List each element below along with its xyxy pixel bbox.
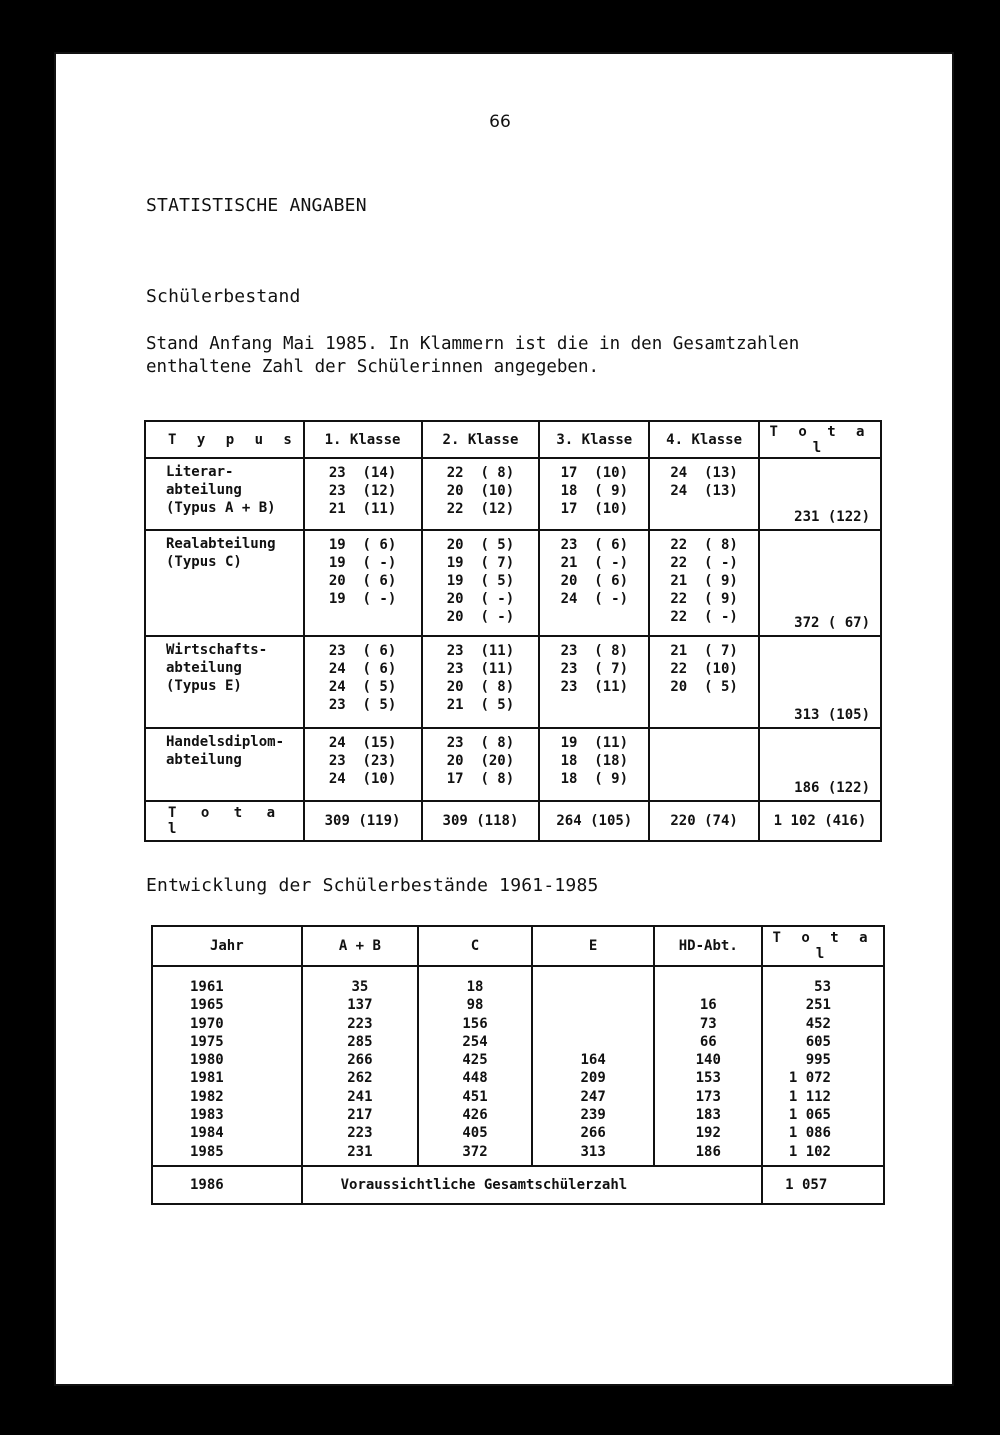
cell-c: 156 <box>462 1015 488 1032</box>
table2-header-row <box>152 926 884 966</box>
schuelerbestand-table <box>144 420 882 842</box>
cell-c: 18 <box>466 979 484 995</box>
cell-e <box>533 1033 654 1051</box>
row-label-wirtschaft: Wirtschafts- abteilung (Typus E) <box>145 636 304 728</box>
subheading-entwicklung: Entwicklung der Schülerbestände 1961-1985 <box>146 875 599 896</box>
cell-k1: 24 (15) 23 (23) 24 (10) <box>328 735 397 787</box>
section-heading: STATISTISCHE ANGABEN <box>146 195 367 216</box>
scan-border-bottom <box>0 1386 1000 1435</box>
cell-jahr: 1975 <box>190 1033 224 1050</box>
cell-total: 1 072 <box>788 1070 831 1087</box>
cell-jahr: 1980 <box>190 1052 224 1069</box>
forecast-label: Voraussichtliche Gesamtschülerzahl <box>302 1166 763 1204</box>
cell-ab: 241 <box>347 1088 373 1105</box>
cell-total: 995 <box>805 1052 831 1069</box>
header-total: T o t a l <box>762 926 884 966</box>
cell-ab: 262 <box>347 1070 373 1087</box>
cell-jahr: 1982 <box>190 1088 224 1105</box>
cell-k1: 23 ( 6) 24 ( 6) 24 ( 5) 23 ( 5) <box>328 643 397 713</box>
cell-total: 186 (122) <box>759 728 881 801</box>
cell-total: 372 ( 67) <box>759 530 881 636</box>
row-label-literar: Literar- abteilung (Typus A + B) <box>145 458 304 530</box>
cell-k3: 23 ( 6) 21 ( -) 20 ( 6) 24 ( -) <box>560 537 629 607</box>
cell-total: 452 <box>805 1015 831 1032</box>
forecast-total: 1 057 <box>762 1166 884 1204</box>
cell-total: 251 <box>805 997 831 1014</box>
column-total <box>762 966 884 1166</box>
cell-c: 451 <box>462 1088 488 1105</box>
scan-border-left <box>0 0 54 1435</box>
intro-line-1: Stand Anfang Mai 1985. In Klammern ist die in den Gesamtzahlen <box>146 334 800 354</box>
cell-hd: 192 <box>695 1125 721 1142</box>
cell-ab: 231 <box>347 1143 373 1160</box>
header-klasse-2: 2. Klasse <box>422 421 540 458</box>
row-label-real: Realabteilung (Typus C) <box>145 530 304 636</box>
cell-e: 209 <box>580 1070 606 1087</box>
cell-c: 426 <box>462 1107 488 1124</box>
cell-c: 425 <box>462 1052 488 1069</box>
forecast-year: 1986 <box>152 1166 302 1204</box>
total-k4: 220 (74) <box>649 801 759 841</box>
header-klasse-3: 3. Klasse <box>539 421 649 458</box>
cell-ab: 35 <box>351 979 369 995</box>
row-label-handelsdiplom: Handelsdiplom- abteilung <box>145 728 304 801</box>
cell-k1: 19 ( 6) 19 ( -) 20 ( 6) 19 ( -) <box>328 537 397 607</box>
cell-e: 313 <box>580 1143 606 1160</box>
cell-hd: 183 <box>695 1107 721 1124</box>
cell-c: 372 <box>462 1143 488 1160</box>
cell-jahr: 1981 <box>190 1070 224 1087</box>
cell-e: 164 <box>580 1052 606 1069</box>
cell-hd: 173 <box>695 1088 721 1105</box>
total-k1: 309 (119) <box>304 801 422 841</box>
cell-ab: 217 <box>347 1107 373 1124</box>
subheading-schuelerbestand: Schülerbestand <box>146 286 301 307</box>
column-e <box>532 966 655 1166</box>
table1-header-row <box>145 421 881 458</box>
cell-jahr: 1985 <box>190 1143 224 1160</box>
scan-border-top <box>0 0 1000 52</box>
cell-jahr: 1984 <box>190 1125 224 1142</box>
page-number: 66 <box>489 112 511 132</box>
cell-c: 405 <box>462 1125 488 1142</box>
total-k2: 309 (118) <box>422 801 540 841</box>
cell-jahr: 1970 <box>190 1015 224 1032</box>
table2-forecast-row <box>152 1166 884 1204</box>
cell-k4: 24 (13) 24 (13) <box>670 465 738 499</box>
cell-hd: 66 <box>699 1033 717 1050</box>
header-total: T o t a l <box>759 421 881 458</box>
cell-c: 254 <box>462 1033 488 1050</box>
cell-c: 98 <box>466 997 484 1014</box>
total-k3: 264 (105) <box>539 801 649 841</box>
cell-hd: 16 <box>699 997 717 1014</box>
cell-ab: 137 <box>347 997 373 1014</box>
cell-k4: 22 ( 8) 22 ( -) 21 ( 9) 22 ( 9) 22 ( -) <box>670 537 738 625</box>
cell-jahr: 1965 <box>190 997 224 1014</box>
header-hd: HD-Abt. <box>654 926 762 966</box>
cell-hd: 140 <box>695 1052 721 1069</box>
cell-total: 231 (122) <box>759 458 881 530</box>
table2-body-row <box>152 966 884 1166</box>
cell-e: 247 <box>580 1088 606 1105</box>
table-row <box>145 636 881 728</box>
column-jahr <box>152 966 302 1166</box>
header-ab: A + B <box>302 926 419 966</box>
cell-hd: 153 <box>695 1070 721 1087</box>
cell-ab: 266 <box>347 1052 373 1069</box>
cell-e <box>533 1015 654 1033</box>
cell-ab: 223 <box>347 1125 373 1142</box>
column-ab <box>302 966 419 1166</box>
scan-border-right <box>954 0 1000 1435</box>
cell-ab: 285 <box>347 1033 373 1050</box>
column-c <box>418 966 532 1166</box>
total-all: 1 102 (416) <box>759 801 881 841</box>
cell-k3: 23 ( 8) 23 ( 7) 23 (11) <box>560 643 629 695</box>
cell-k4: 21 ( 7) 22 (10) 20 ( 5) <box>670 643 738 695</box>
cell-total: 1 112 <box>788 1088 831 1105</box>
cell-hd: 73 <box>699 1015 717 1032</box>
column-hd <box>654 966 762 1166</box>
header-klasse-1: 1. Klasse <box>304 421 422 458</box>
cell-k2: 22 ( 8) 20 (10) 22 (12) <box>446 465 515 517</box>
cell-hd <box>655 978 761 996</box>
cell-k2: 23 (11) 23 (11) 20 ( 8) 21 ( 5) <box>446 643 515 713</box>
header-c: C <box>418 926 532 966</box>
cell-k3: 17 (10) 18 ( 9) 17 (10) <box>560 465 629 517</box>
header-jahr: Jahr <box>152 926 302 966</box>
cell-total: 53 <box>814 979 831 995</box>
cell-total: 1 065 <box>788 1107 831 1124</box>
cell-hd: 186 <box>695 1143 721 1160</box>
cell-k2: 23 ( 8) 20 (20) 17 ( 8) <box>446 735 515 787</box>
cell-total: 1 086 <box>788 1125 831 1142</box>
cell-e: 266 <box>580 1125 606 1142</box>
cell-jahr: 1961 <box>190 979 224 995</box>
cell-k1: 23 (14) 23 (12) 21 (11) <box>328 465 397 517</box>
header-typus: T y p u s <box>145 421 304 458</box>
cell-c: 448 <box>462 1070 488 1087</box>
header-e: E <box>532 926 655 966</box>
header-klasse-4: 4. Klasse <box>649 421 759 458</box>
table-row <box>145 530 881 636</box>
entwicklung-table <box>151 925 885 1205</box>
cell-e <box>533 978 654 996</box>
cell-e: 239 <box>580 1107 606 1124</box>
table-row <box>145 728 881 801</box>
intro-line-2: enthaltene Zahl der Schülerinnen angegeben. <box>146 357 600 377</box>
table1-total-row <box>145 801 881 841</box>
cell-jahr: 1983 <box>190 1107 224 1124</box>
table-row <box>145 458 881 530</box>
cell-total: 605 <box>805 1033 831 1050</box>
cell-ab: 223 <box>347 1015 373 1032</box>
cell-total: 313 (105) <box>759 636 881 728</box>
cell-total: 1 102 <box>788 1143 831 1160</box>
cell-k2: 20 ( 5) 19 ( 7) 19 ( 5) 20 ( -) 20 ( -) <box>446 537 515 625</box>
cell-e <box>533 996 654 1014</box>
cell-k3: 19 (11) 18 (18) 18 ( 9) <box>560 735 629 787</box>
total-label: T o t a l <box>145 801 304 841</box>
intro-paragraph <box>146 333 866 379</box>
